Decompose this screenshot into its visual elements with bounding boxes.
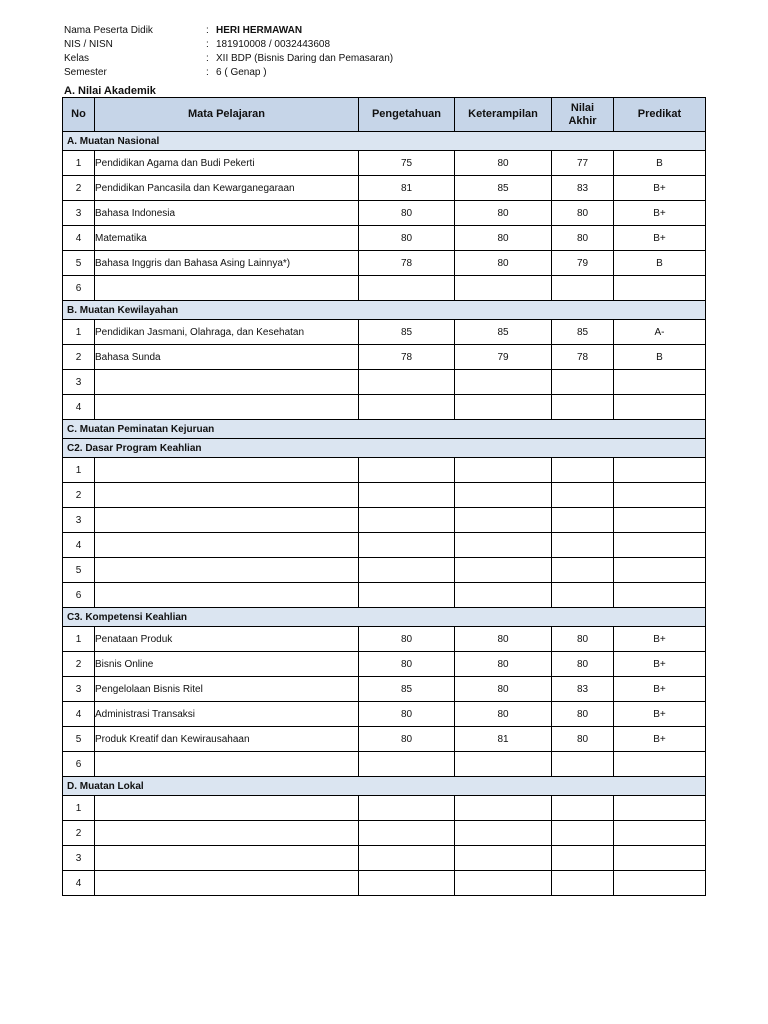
separator: : <box>206 67 209 78</box>
cell-skills <box>455 276 552 301</box>
cell-no: 5 <box>63 251 95 276</box>
cell-no: 1 <box>63 151 95 176</box>
cell-skills <box>455 846 552 871</box>
cell-no: 4 <box>63 226 95 251</box>
section-header: C. Muatan Peminatan Kejuruan <box>63 420 706 439</box>
table-row <box>63 752 706 777</box>
column-header-final-line2: Akhir <box>568 114 597 127</box>
cell-subject: Bahasa Sunda <box>95 345 359 370</box>
student-kelas: XII BDP (Bisnis Daring dan Pemasaran) <box>216 53 394 64</box>
cell-knowledge: 78 <box>359 345 455 370</box>
cell-knowledge: 85 <box>359 677 455 702</box>
grades-table <box>62 97 706 896</box>
cell-subject: Matematika <box>95 226 359 251</box>
table-row <box>63 458 706 483</box>
cell-no: 4 <box>63 702 95 727</box>
cell-final: 83 <box>552 176 614 201</box>
cell-skills: 80 <box>455 201 552 226</box>
cell-subject: Pendidikan Jasmani, Olahraga, dan Kesehatan <box>95 320 359 345</box>
cell-subject <box>95 871 359 896</box>
cell-no: 3 <box>63 370 95 395</box>
cell-predicate: B+ <box>614 677 706 702</box>
cell-no: 3 <box>63 508 95 533</box>
cell-no: 3 <box>63 677 95 702</box>
separator: : <box>206 53 209 64</box>
cell-final <box>552 796 614 821</box>
cell-no: 2 <box>63 176 95 201</box>
cell-subject <box>95 483 359 508</box>
cell-final: 83 <box>552 677 614 702</box>
cell-subject: Bahasa Indonesia <box>95 201 359 226</box>
student-semester: 6 ( Genap ) <box>216 67 267 78</box>
section-header: B. Muatan Kewilayahan <box>63 301 706 320</box>
cell-predicate <box>614 533 706 558</box>
cell-subject <box>95 276 359 301</box>
cell-predicate <box>614 796 706 821</box>
cell-subject <box>95 395 359 420</box>
section-header: C2. Dasar Program Keahlian <box>63 439 706 458</box>
cell-no: 2 <box>63 345 95 370</box>
cell-no: 2 <box>63 483 95 508</box>
cell-knowledge <box>359 395 455 420</box>
section-header-row <box>63 777 706 796</box>
section-header-row <box>63 420 706 439</box>
cell-no: 4 <box>63 871 95 896</box>
cell-skills: 80 <box>455 226 552 251</box>
cell-no: 6 <box>63 276 95 301</box>
section-header: A. Muatan Nasional <box>63 132 706 151</box>
cell-no: 1 <box>63 796 95 821</box>
cell-skills: 80 <box>455 251 552 276</box>
student-nis-label: NIS / NISN <box>64 39 113 50</box>
section-header: D. Muatan Lokal <box>63 777 706 796</box>
cell-knowledge <box>359 370 455 395</box>
cell-final <box>552 533 614 558</box>
cell-skills <box>455 558 552 583</box>
cell-predicate <box>614 558 706 583</box>
section-header-row <box>63 301 706 320</box>
cell-no: 4 <box>63 395 95 420</box>
cell-predicate <box>614 276 706 301</box>
cell-skills <box>455 821 552 846</box>
cell-no: 2 <box>63 821 95 846</box>
cell-final <box>552 508 614 533</box>
cell-skills <box>455 395 552 420</box>
table-header-row <box>63 98 706 132</box>
cell-subject <box>95 533 359 558</box>
cell-final: 78 <box>552 345 614 370</box>
cell-knowledge: 80 <box>359 727 455 752</box>
table-row <box>63 652 706 677</box>
cell-final <box>552 583 614 608</box>
table-row <box>63 201 706 226</box>
table-row <box>63 846 706 871</box>
cell-predicate <box>614 583 706 608</box>
cell-subject: Pendidikan Pancasila dan Kewarganegaraan <box>95 176 359 201</box>
cell-skills <box>455 752 552 777</box>
cell-knowledge: 81 <box>359 176 455 201</box>
cell-subject: Penataan Produk <box>95 627 359 652</box>
cell-skills: 81 <box>455 727 552 752</box>
cell-final <box>552 458 614 483</box>
cell-predicate <box>614 458 706 483</box>
cell-predicate: B+ <box>614 201 706 226</box>
cell-knowledge: 75 <box>359 151 455 176</box>
cell-final: 80 <box>552 627 614 652</box>
cell-subject <box>95 821 359 846</box>
student-name: HERI HERMAWAN <box>216 25 303 36</box>
cell-knowledge: 80 <box>359 652 455 677</box>
cell-skills <box>455 871 552 896</box>
separator: : <box>206 39 209 50</box>
cell-predicate: B+ <box>614 702 706 727</box>
cell-skills: 79 <box>455 345 552 370</box>
cell-knowledge <box>359 276 455 301</box>
cell-predicate: A- <box>614 320 706 345</box>
table-row <box>63 345 706 370</box>
cell-no: 6 <box>63 752 95 777</box>
cell-subject: Pendidikan Agama dan Budi Pekerti <box>95 151 359 176</box>
section-header-row <box>63 608 706 627</box>
section-header: C3. Kompetensi Keahlian <box>63 608 706 627</box>
cell-final <box>552 370 614 395</box>
cell-no: 1 <box>63 320 95 345</box>
cell-final: 77 <box>552 151 614 176</box>
cell-knowledge: 80 <box>359 702 455 727</box>
cell-skills <box>455 796 552 821</box>
cell-subject: Pengelolaan Bisnis Ritel <box>95 677 359 702</box>
cell-predicate <box>614 370 706 395</box>
table-row <box>63 583 706 608</box>
cell-knowledge <box>359 796 455 821</box>
cell-skills <box>455 458 552 483</box>
table-row <box>63 508 706 533</box>
cell-knowledge: 78 <box>359 251 455 276</box>
cell-subject <box>95 752 359 777</box>
cell-knowledge <box>359 752 455 777</box>
cell-predicate: B <box>614 345 706 370</box>
student-nis: 181910008 / 0032443608 <box>216 39 331 50</box>
grades-body <box>63 132 706 896</box>
cell-final: 80 <box>552 652 614 677</box>
cell-skills <box>455 533 552 558</box>
cell-skills: 85 <box>455 176 552 201</box>
cell-skills: 80 <box>455 702 552 727</box>
column-header-predicate: Predikat <box>614 98 706 132</box>
table-row <box>63 871 706 896</box>
cell-skills <box>455 583 552 608</box>
table-row <box>63 395 706 420</box>
cell-subject <box>95 583 359 608</box>
cell-final <box>552 395 614 420</box>
cell-predicate: B+ <box>614 652 706 677</box>
cell-knowledge <box>359 533 455 558</box>
cell-subject <box>95 796 359 821</box>
cell-no: 1 <box>63 627 95 652</box>
column-header-subject: Mata Pelajaran <box>95 98 359 132</box>
cell-predicate: B+ <box>614 176 706 201</box>
cell-skills: 80 <box>455 627 552 652</box>
table-row <box>63 370 706 395</box>
cell-knowledge <box>359 583 455 608</box>
cell-final <box>552 846 614 871</box>
table-row <box>63 151 706 176</box>
table-row <box>63 276 706 301</box>
cell-knowledge <box>359 458 455 483</box>
cell-skills <box>455 508 552 533</box>
cell-predicate <box>614 752 706 777</box>
cell-subject <box>95 458 359 483</box>
cell-knowledge: 80 <box>359 226 455 251</box>
cell-knowledge <box>359 846 455 871</box>
cell-no: 3 <box>63 201 95 226</box>
cell-predicate <box>614 483 706 508</box>
cell-knowledge: 80 <box>359 627 455 652</box>
column-header-final <box>552 98 614 132</box>
cell-no: 3 <box>63 846 95 871</box>
separator: : <box>206 25 209 36</box>
cell-predicate <box>614 508 706 533</box>
cell-skills: 85 <box>455 320 552 345</box>
column-header-skills: Keterampilan <box>455 98 552 132</box>
cell-predicate <box>614 846 706 871</box>
cell-subject <box>95 370 359 395</box>
table-row <box>63 251 706 276</box>
table-row <box>63 796 706 821</box>
cell-final: 80 <box>552 727 614 752</box>
cell-predicate: B <box>614 251 706 276</box>
cell-knowledge: 80 <box>359 201 455 226</box>
cell-knowledge <box>359 508 455 533</box>
cell-final <box>552 276 614 301</box>
cell-skills <box>455 370 552 395</box>
cell-subject: Bisnis Online <box>95 652 359 677</box>
cell-subject: Bahasa Inggris dan Bahasa Asing Lainnya*) <box>95 251 359 276</box>
cell-subject <box>95 846 359 871</box>
cell-predicate <box>614 395 706 420</box>
cell-final <box>552 871 614 896</box>
cell-skills: 80 <box>455 652 552 677</box>
table-row <box>63 702 706 727</box>
cell-predicate <box>614 821 706 846</box>
table-row <box>63 533 706 558</box>
cell-final: 85 <box>552 320 614 345</box>
cell-predicate <box>614 871 706 896</box>
table-row <box>63 821 706 846</box>
cell-predicate: B <box>614 151 706 176</box>
table-row <box>63 558 706 583</box>
section-header-row <box>63 439 706 458</box>
cell-skills: 80 <box>455 151 552 176</box>
cell-predicate: B+ <box>614 226 706 251</box>
cell-final <box>552 483 614 508</box>
cell-skills <box>455 483 552 508</box>
cell-knowledge: 85 <box>359 320 455 345</box>
student-semester-label: Semester <box>64 67 107 78</box>
cell-final <box>552 558 614 583</box>
section-header-row <box>63 132 706 151</box>
cell-final: 80 <box>552 226 614 251</box>
cell-subject: Administrasi Transaksi <box>95 702 359 727</box>
table-row <box>63 226 706 251</box>
cell-no: 5 <box>63 558 95 583</box>
table-row <box>63 483 706 508</box>
table-row <box>63 677 706 702</box>
cell-knowledge <box>359 821 455 846</box>
cell-predicate: B+ <box>614 727 706 752</box>
table-row <box>63 727 706 752</box>
cell-no: 5 <box>63 727 95 752</box>
table-row <box>63 176 706 201</box>
cell-final <box>552 821 614 846</box>
student-kelas-label: Kelas <box>64 53 90 64</box>
cell-knowledge <box>359 558 455 583</box>
cell-knowledge <box>359 483 455 508</box>
cell-no: 2 <box>63 652 95 677</box>
cell-subject <box>95 558 359 583</box>
cell-no: 6 <box>63 583 95 608</box>
student-name-label: Nama Peserta Didik <box>64 25 153 36</box>
cell-subject <box>95 508 359 533</box>
cell-knowledge <box>359 871 455 896</box>
column-header-no: No <box>63 98 95 132</box>
cell-no: 4 <box>63 533 95 558</box>
cell-final: 80 <box>552 702 614 727</box>
table-row <box>63 627 706 652</box>
column-header-final-line1: Nilai <box>570 101 595 114</box>
cell-subject: Produk Kreatif dan Kewirausahaan <box>95 727 359 752</box>
cell-final: 80 <box>552 201 614 226</box>
cell-predicate: B+ <box>614 627 706 652</box>
section-title: A. Nilai Akademik <box>64 85 156 97</box>
column-header-knowledge: Pengetahuan <box>359 98 455 132</box>
cell-final <box>552 752 614 777</box>
cell-skills: 80 <box>455 677 552 702</box>
table-row <box>63 320 706 345</box>
cell-no: 1 <box>63 458 95 483</box>
cell-final: 79 <box>552 251 614 276</box>
